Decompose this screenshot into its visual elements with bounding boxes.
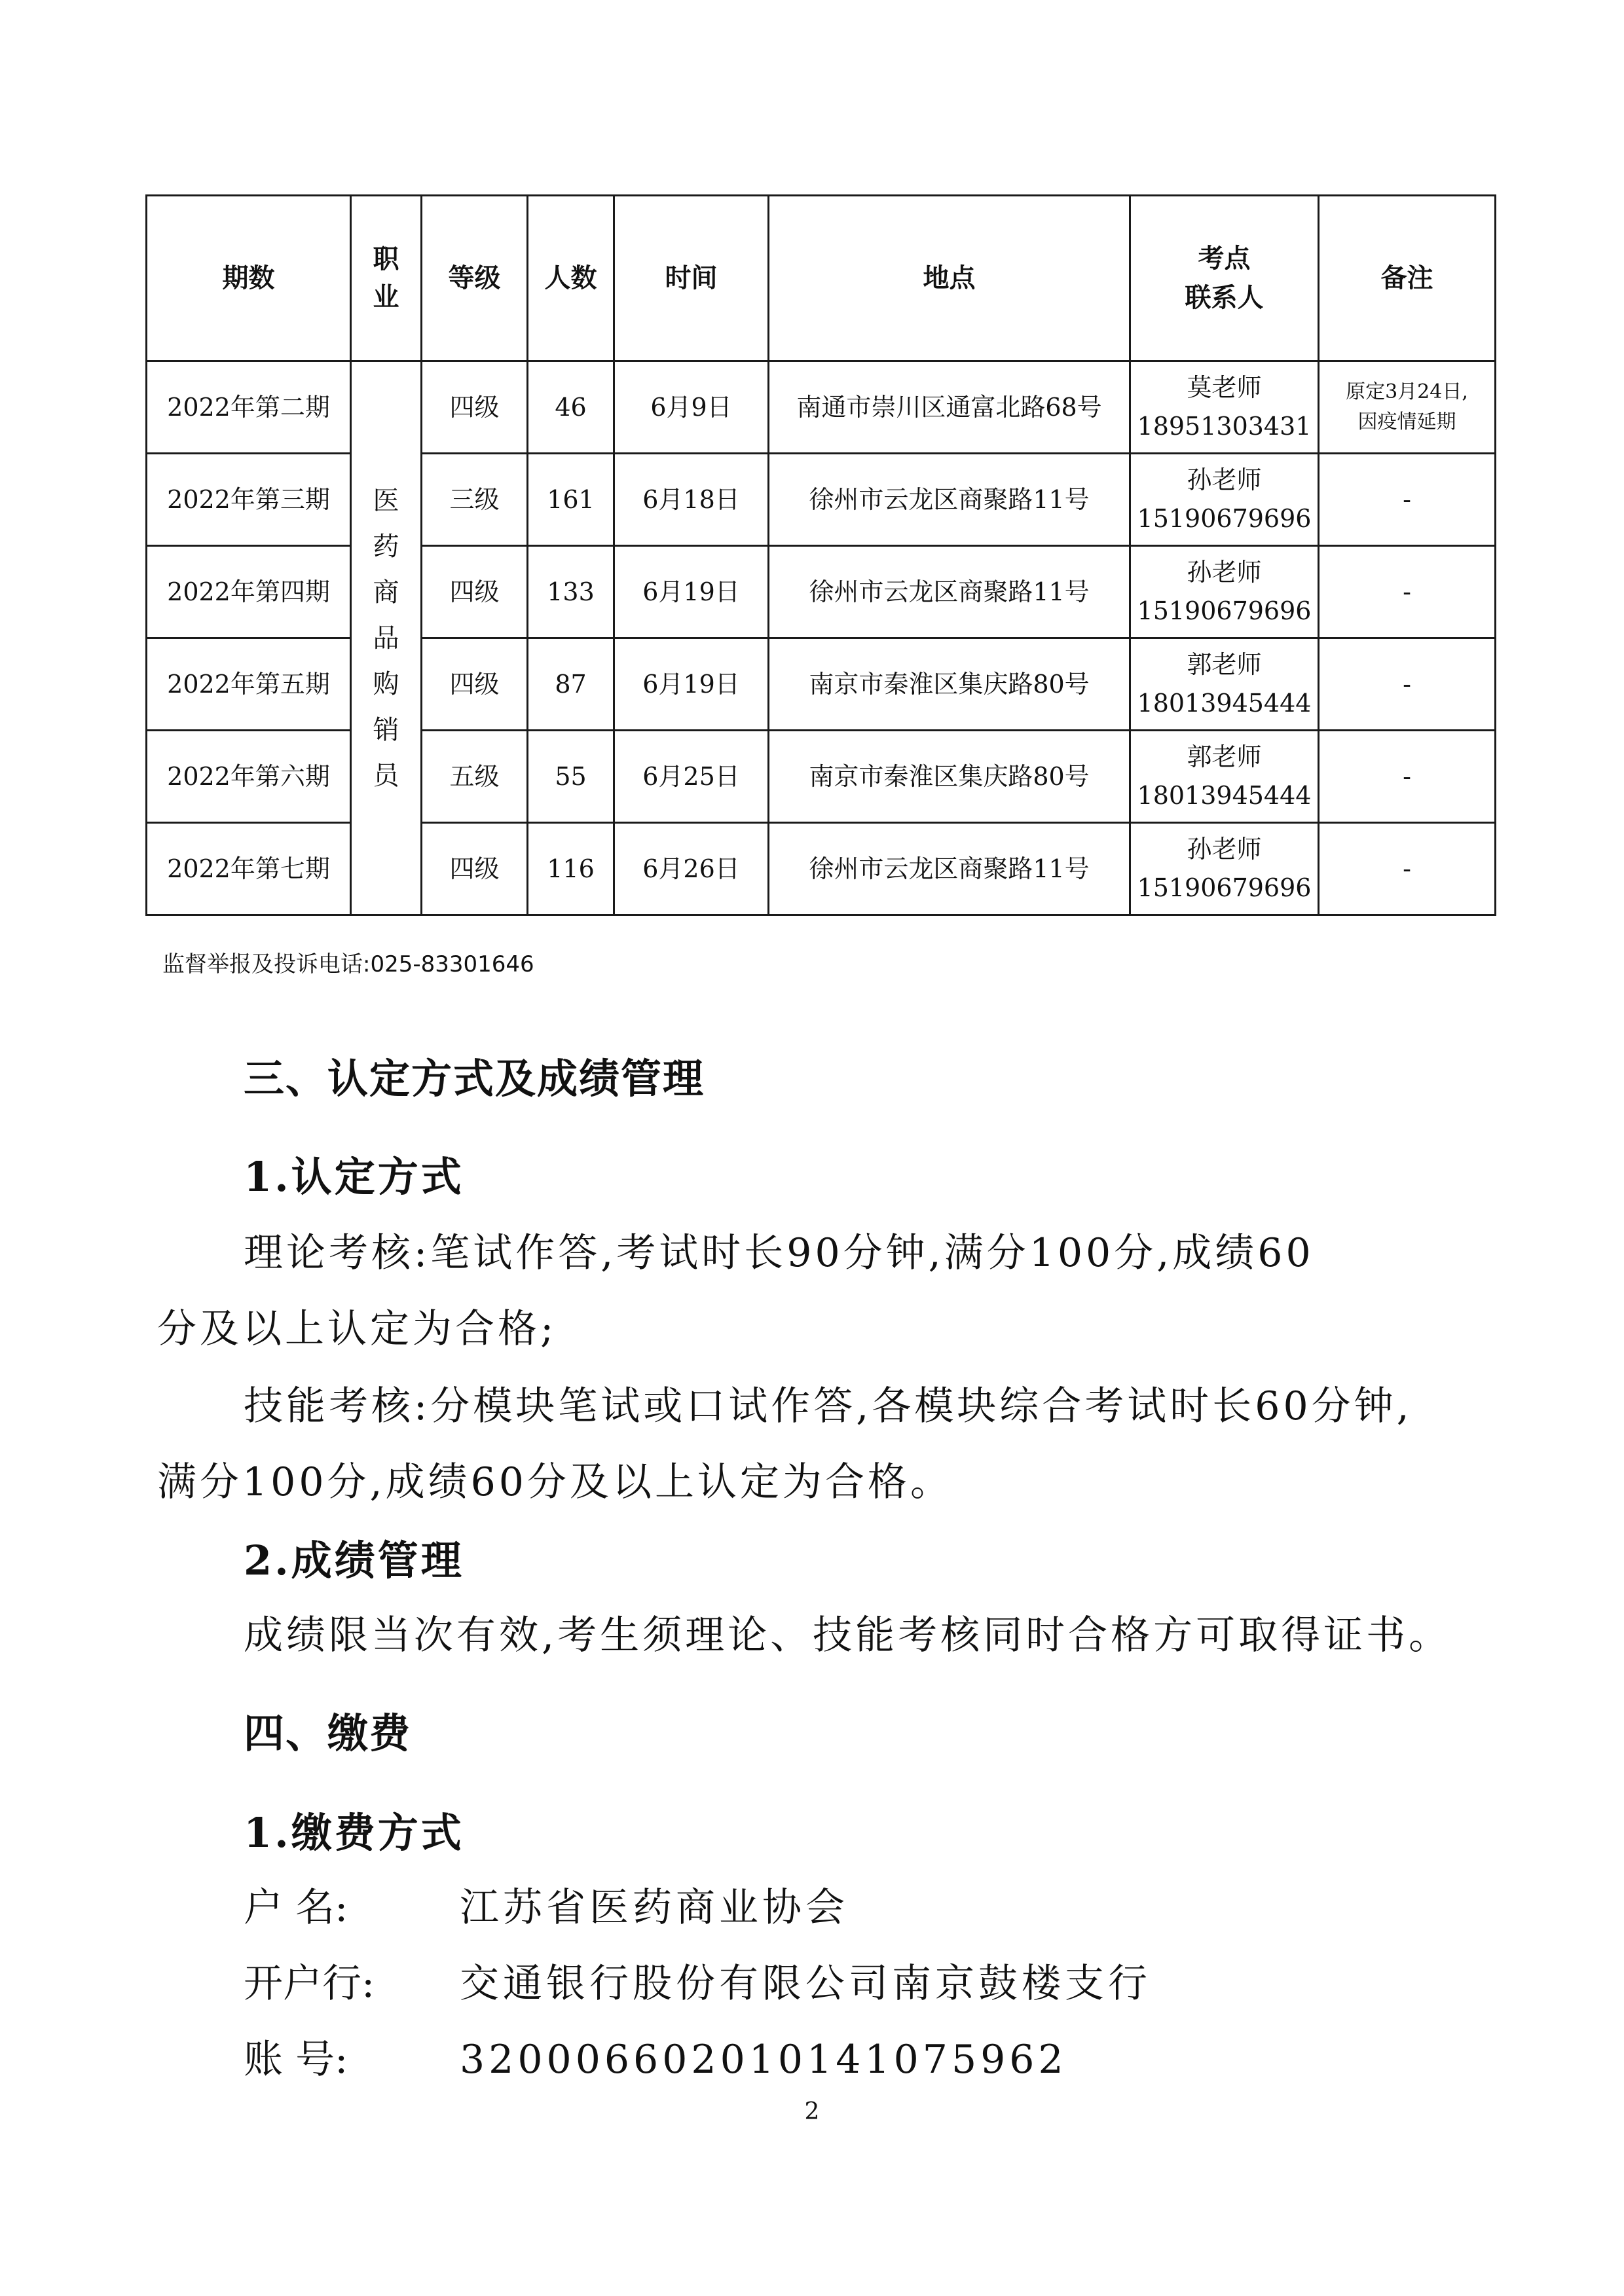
account-name-value: 江苏省医药商业协会 (460, 1885, 849, 1931)
section-3-title: 三、认定方式及成绩管理 (244, 1055, 705, 1102)
bank-line (244, 1952, 1151, 2009)
score-management-text: 成绩限当次有效,考生须理论、技能考核同时合格方可取得证书。 (244, 1613, 1452, 1658)
cell-count: 46 (528, 361, 614, 454)
section-3-subtitle-1: 1.认定方式 (244, 1153, 464, 1201)
cell-location: 徐州市云龙区商聚路11号 (769, 823, 1130, 915)
theory-exam-line-2: 分及以上认定为合格; (157, 1306, 557, 1352)
table-row (147, 638, 1496, 731)
cell-occupation: 医药商品购销员 (351, 361, 422, 915)
cell-contact: 孙老师 15190679696 (1130, 823, 1319, 915)
cell-contact: 孙老师 15190679696 (1130, 546, 1319, 638)
complaint-hotline-note: 监督举报及投诉电话:025-83301646 (162, 951, 534, 977)
cell-date: 6月25日 (614, 731, 769, 823)
bank-label: 开户行: (244, 1961, 375, 2007)
cell-remark: - (1319, 731, 1496, 823)
theory-exam-line-1: 理论考核:笔试作答,考试时长90分钟,满分100分,成绩60 (244, 1230, 1314, 1276)
cell-date: 6月18日 (614, 454, 769, 546)
cell-contact: 孙老师 15190679696 (1130, 454, 1319, 546)
account-name-line (244, 1876, 849, 1933)
table-row (147, 546, 1496, 638)
cell-level: 四级 (422, 361, 528, 454)
header-date: 时间 (614, 196, 769, 361)
cell-remark: - (1319, 454, 1496, 546)
header-remark: 备注 (1319, 196, 1496, 361)
cell-level: 四级 (422, 638, 528, 731)
cell-location: 南京市秦淮区集庆路80号 (769, 638, 1130, 731)
cell-remark: - (1319, 823, 1496, 915)
cell-contact: 郭老师 18013945444 (1130, 638, 1319, 731)
cell-level: 三级 (422, 454, 528, 546)
cell-period: 2022年第五期 (147, 638, 351, 731)
cell-count: 55 (528, 731, 614, 823)
cell-period: 2022年第三期 (147, 454, 351, 546)
cell-count: 87 (528, 638, 614, 731)
cell-period: 2022年第六期 (147, 731, 351, 823)
table-row (147, 361, 1496, 454)
cell-contact: 莫老师 18951303431 (1130, 361, 1319, 454)
cell-contact: 郭老师 18013945444 (1130, 731, 1319, 823)
cell-count: 116 (528, 823, 614, 915)
cell-remark: - (1319, 546, 1496, 638)
cell-date: 6月19日 (614, 546, 769, 638)
section-3-subtitle-2: 2.成绩管理 (244, 1537, 464, 1584)
bank-value: 交通银行股份有限公司南京鼓楼支行 (460, 1961, 1151, 2007)
cell-date: 6月9日 (614, 361, 769, 454)
table-header-row (147, 196, 1496, 361)
cell-remark: - (1319, 638, 1496, 731)
cell-level: 五级 (422, 731, 528, 823)
cell-level: 四级 (422, 546, 528, 638)
account-number-label: 账 号: (244, 2037, 348, 2083)
cell-date: 6月19日 (614, 638, 769, 731)
cell-remark: 原定3月24日, 因疫情延期 (1319, 361, 1496, 454)
section-4-title: 四、缴费 (244, 1709, 412, 1757)
account-number-line (244, 2028, 1067, 2085)
cell-period: 2022年第二期 (147, 361, 351, 454)
account-number-value: 320006602010141075962 (460, 2037, 1067, 2083)
cell-date: 6月26日 (614, 823, 769, 915)
page-number: 2 (804, 2098, 820, 2125)
exam-schedule-table (145, 194, 1496, 916)
header-level: 等级 (422, 196, 528, 361)
cell-period: 2022年第四期 (147, 546, 351, 638)
table-row (147, 823, 1496, 915)
header-occupation: 职业 (351, 196, 422, 361)
cell-location: 徐州市云龙区商聚路11号 (769, 546, 1130, 638)
table-row (147, 454, 1496, 546)
section-4-subtitle-1: 1.缴费方式 (244, 1809, 464, 1857)
header-location: 地点 (769, 196, 1130, 361)
account-name-label: 户 名: (244, 1885, 348, 1931)
cell-location: 南京市秦淮区集庆路80号 (769, 731, 1130, 823)
skill-exam-line-1: 技能考核:分模块笔试或口试作答,各模块综合考试时长60分钟, (244, 1383, 1412, 1429)
skill-exam-line-2: 满分100分,成绩60分及以上认定为合格。 (157, 1459, 953, 1505)
cell-location: 南通市崇川区通富北路68号 (769, 361, 1130, 454)
cell-level: 四级 (422, 823, 528, 915)
cell-count: 161 (528, 454, 614, 546)
header-count: 人数 (528, 196, 614, 361)
cell-period: 2022年第七期 (147, 823, 351, 915)
table-row (147, 731, 1496, 823)
cell-location: 徐州市云龙区商聚路11号 (769, 454, 1130, 546)
header-contact: 考点 联系人 (1130, 196, 1319, 361)
header-period: 期数 (147, 196, 351, 361)
cell-count: 133 (528, 546, 614, 638)
